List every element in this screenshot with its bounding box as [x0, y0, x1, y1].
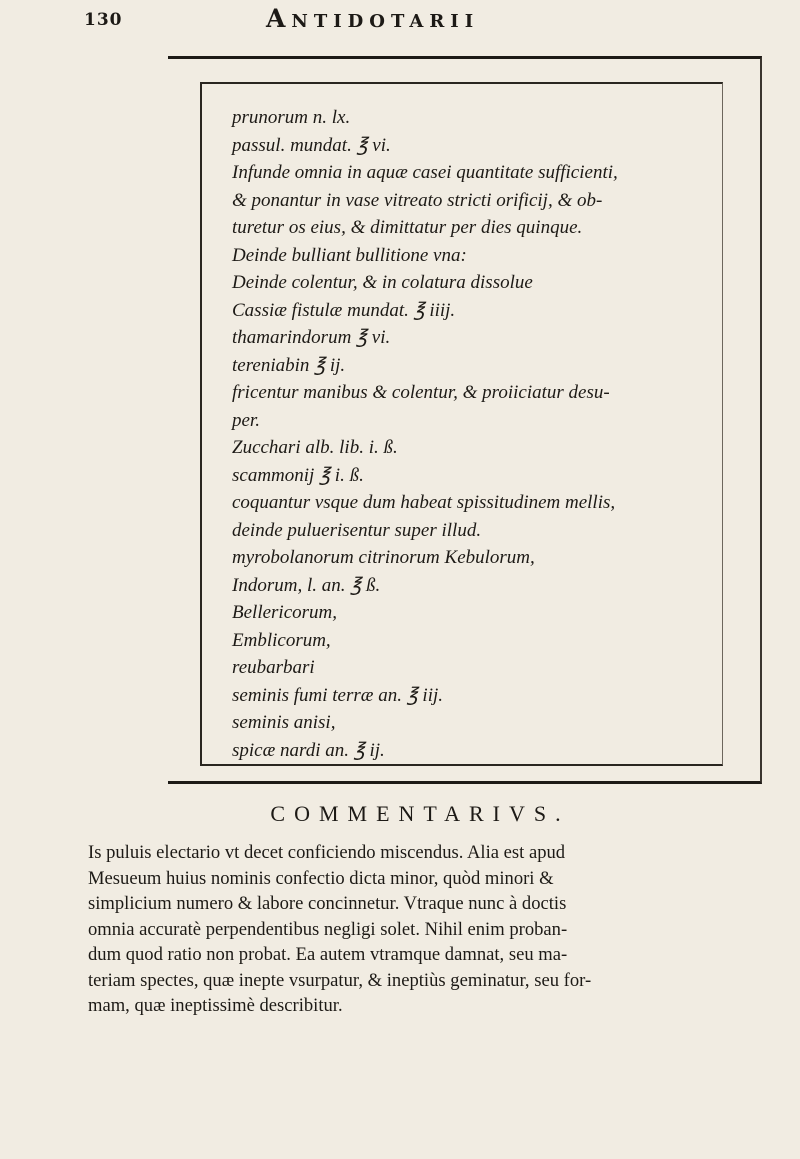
commentary-line: mam, quæ ineptissimè describitur.: [88, 995, 343, 1016]
commentary-line: omnia accuratè perpendentibus negligi solet. Nihil enim proban-: [88, 918, 568, 940]
formula-line: myrobolanorum citrinorum Kebulorum,: [232, 547, 535, 568]
page-number: 130: [84, 10, 123, 30]
formula-line: fricentur manibus & colentur, & proiiciatur desu-: [232, 382, 610, 403]
commentary-line: Is puluis electario vt decet conficiendo miscendus. Alia est apud: [88, 842, 566, 863]
formula-line: spicæ nardi an. ℥ ij.: [232, 739, 385, 761]
formula-line: scammonij ℥ i. ß.: [232, 464, 364, 486]
commentary-line: Mesueum huius nominis confectio dicta minor, quòd minori &: [88, 867, 554, 889]
formula-line: deinde puluerisentur super illud.: [232, 519, 482, 541]
commentary-text: [88, 840, 764, 1019]
formula-line: reubarbari: [232, 657, 315, 678]
formula-line: Infunde omnia in aquæ casei quantitate sufficienti,: [232, 162, 618, 183]
formula-line: Cassiæ fistulæ mundat. ℥ iiij.: [232, 299, 456, 321]
formula-line: Bellericorum,: [232, 602, 338, 623]
formula-text: [232, 104, 716, 764]
formula-line: prunorum n. lx.: [232, 107, 351, 128]
commentary-heading: COMMENTARIVS.: [270, 801, 570, 826]
formula-line: & ponantur in vase vitreato stricti orificij, & ob-: [232, 189, 603, 211]
formula-line: Zucchari alb. lib. i. ß.: [232, 437, 398, 458]
formula-line: seminis anisi,: [232, 712, 336, 733]
formula-line: coquantur vsque dum habeat spissitudinem mellis,: [232, 492, 616, 513]
formula-line: Deinde bulliant bullitione vna:: [232, 244, 467, 266]
commentary-line: teriam spectes, quæ inepte vsurpatur, & ineptiùs geminatur, seu for-: [88, 969, 592, 991]
formula-line: per.: [232, 409, 260, 431]
formula-line: thamarindorum ℥ vi.: [232, 327, 391, 348]
formula-line: Deinde colentur, & in colatura dissolue: [232, 272, 533, 293]
commentary-line: simplicium numero & labore concinnetur. Vtraque nunc à doctis: [88, 893, 567, 914]
formula-line: tereniabin ℥ ij.: [232, 354, 346, 376]
formula-line: Indorum, l. an. ℥ ß.: [232, 574, 381, 596]
formula-line: seminis fumi terræ an. ℥ iij.: [232, 684, 444, 706]
formula-line: passul. mundat. ℥ vi.: [232, 134, 391, 156]
formula-line: Emblicorum,: [232, 629, 331, 651]
formula-line: turetur os eius, & dimittatur per dies quinque.: [232, 217, 583, 238]
commentary-line: dum quod ratio non probat. Ea autem vtramque damnat, seu ma-: [88, 944, 568, 965]
running-title: Antidotarii: [266, 4, 480, 33]
